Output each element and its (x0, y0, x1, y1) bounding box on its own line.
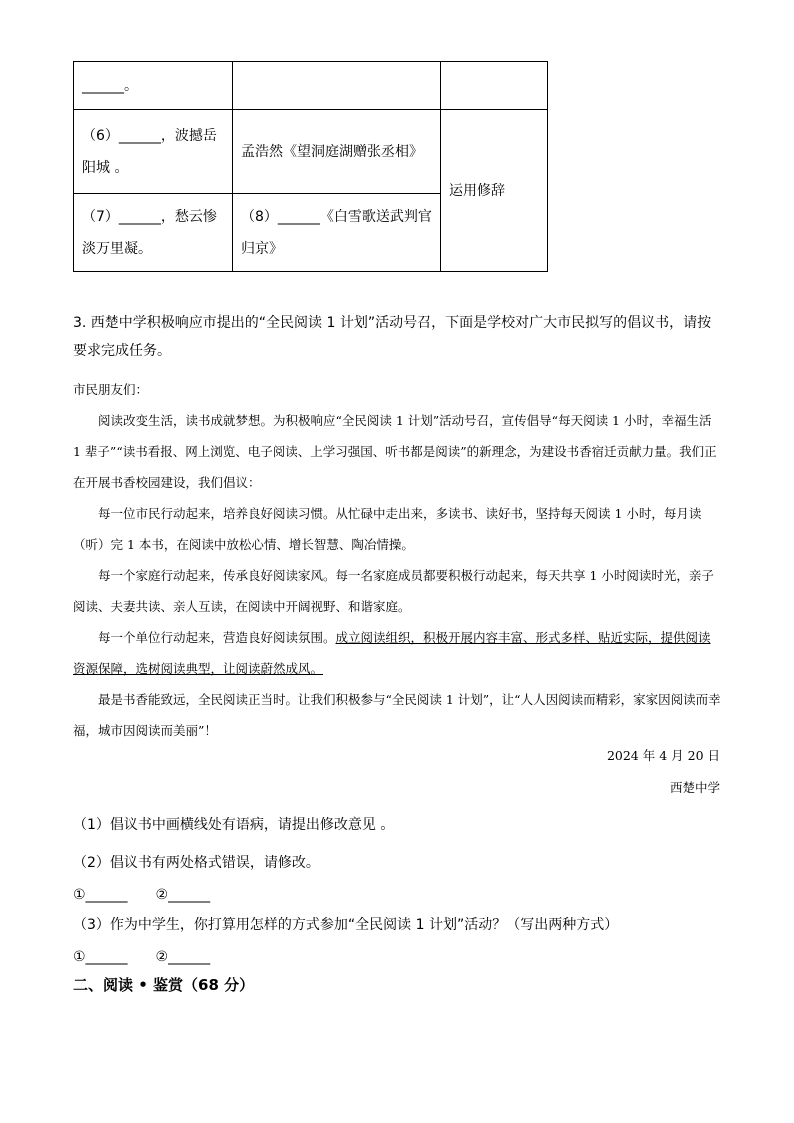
table-cell: （7）______，愁云惨淡万里凝。 (74, 194, 233, 272)
section-title: 二、阅读 • 鉴赏（68 分） (73, 976, 255, 994)
question-3-intro: 3. 西楚中学积极响应市提出的“全民阅读 1 计划”活动号召，下面是学校对广大市民拟写的倡议书，请按要求完成任务。 (73, 315, 712, 359)
table-cell: （6）______，波撼岳阳城 。 (74, 110, 233, 194)
letter-paragraph (73, 622, 723, 684)
table-cell: 孟浩然《望洞庭湖赠张丞相》 (233, 110, 441, 194)
subquestion-1: （1）倡议书中画横线处有语病，请提出修改意见 。 (73, 817, 395, 833)
letter-paragraph: 每一个家庭行动起来，传承良好阅读家风。每一名家庭成员都要积极行动起来，每天共享 1 小时阅读时光，亲子阅读、夫妻共读、亲人互读，在阅读中开阔视野、和谐家庭。 (73, 568, 714, 614)
table-cell: （8）______《白雪歌送武判官归京》 (233, 194, 441, 272)
subquestion-3: （3）作为中学生，你打算用怎样的方式参加“全民阅读 1 计划”活动？（写出两种方式） (73, 917, 619, 933)
table-cell (441, 62, 548, 110)
subquestion-2: （2）倡议书有两处格式错误，请修改。 (73, 855, 320, 871)
letter-paragraph: 每一位市民行动起来，培养良好阅读习惯。从忙碌中走出来，多读书、读好书，坚持每天阅读 1 小时，每月读（听）完 1 本书，在阅读中放松心情、增长智慧、陶冶情操。 (73, 506, 702, 552)
underlined-sentence: 成立阅读组织，积极开展内容丰富、形式多样、贴近实际，提供阅读资源保障，选树阅读典型，让阅读蔚然成风。 (73, 630, 711, 676)
letter-date: 2024 年 4 月 20 日 (606, 748, 720, 763)
letter-paragraph: 阅读改变生活，读书成就梦想。为积极响应“全民阅读 1 计划”活动号召，宣传倡导“每天阅读 1 小时，幸福生活 1 辈子”“读书看报、网上浏览、电子阅读、上学习强国、听书都是阅读”的新理念，为建设书香宿迁贡献力量。我们正在开展书香校园建设，我们倡议： (73, 413, 717, 490)
answer-blanks: ①______ ②______ (73, 887, 211, 903)
answer-blanks: ①______ ②______ (73, 949, 211, 965)
proposal-letter (73, 374, 723, 746)
letter-text: 每一个单位行动起来，营造良好阅读氛围。 (98, 630, 336, 645)
poem-table (73, 61, 548, 272)
letter-signature: 西楚中学 (669, 780, 720, 795)
table-cell (233, 62, 441, 110)
letter-greeting: 市民朋友们： (73, 382, 149, 397)
table-cell: ______。 (74, 62, 233, 110)
letter-paragraph: 最是书香能致远，全民阅读正当时。让我们积极参与“全民阅读 1 计划”，让“人人因阅读而精彩，家家因阅读而幸福，城市因阅读而美丽”！ (73, 692, 721, 738)
table-cell: 运用修辞 (441, 110, 548, 272)
